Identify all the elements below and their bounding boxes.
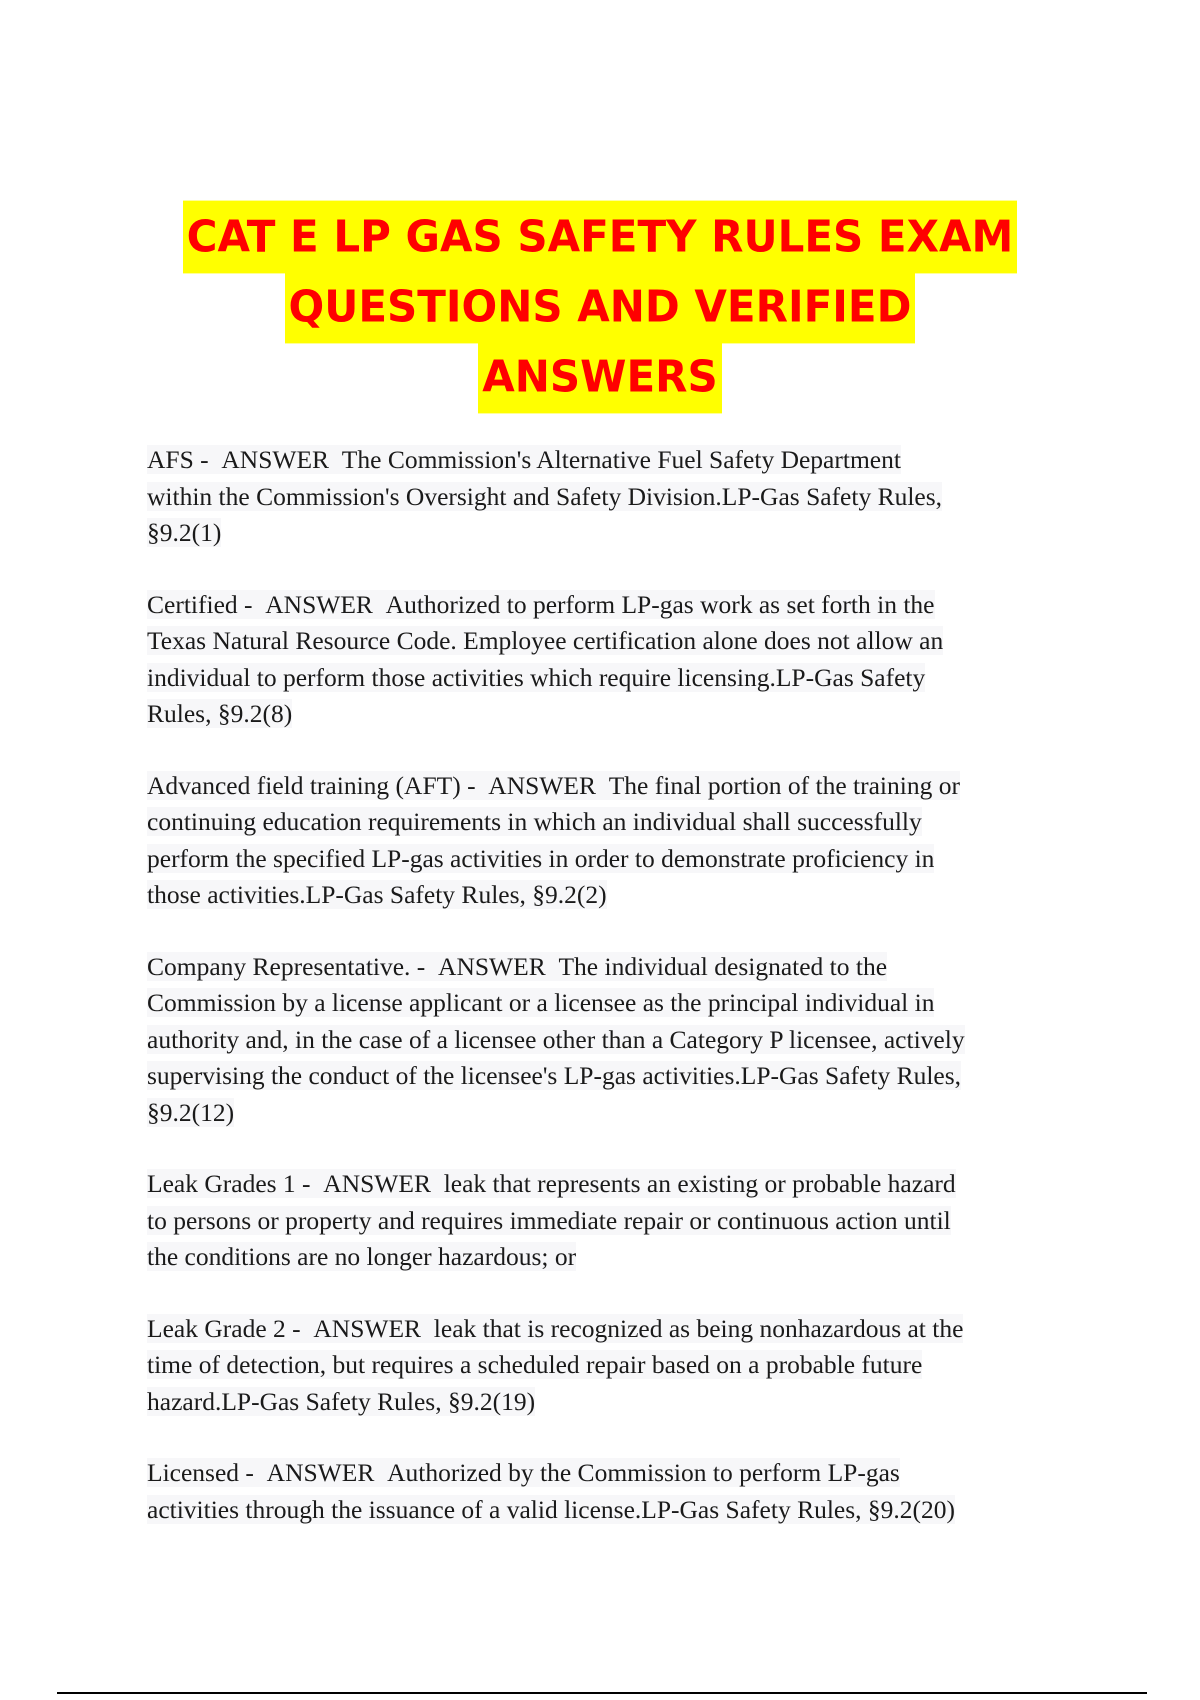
entry-line: [147, 985, 1067, 1022]
entry-line-text: Texas Natural Resource Code. Employee certification alone does not allow an: [147, 626, 944, 655]
title-line: [0, 272, 1200, 342]
entry-line-text: authority and, in the case of a licensee other than a Category P licensee, actively: [147, 1024, 965, 1054]
entry-line: [147, 696, 1067, 733]
footer-divider: [57, 1692, 1147, 1694]
entry-line: [147, 1058, 1067, 1095]
entry-line: [147, 1347, 1067, 1384]
entry-line: [147, 841, 1067, 878]
entry-line: [147, 1022, 1067, 1059]
entry-line-text: perform the specified LP-gas activities in order to demonstrate proficiency in: [147, 843, 935, 873]
entry-line: [147, 1166, 1067, 1203]
entry-line-text: Certified - ANSWER Authorized to perform LP-gas work as set forth in the: [147, 589, 935, 619]
title-line-text: QUESTIONS AND VERIFIED: [285, 271, 916, 344]
entry-line-text: individual to perform those activities which require licensing.LP-Gas Safety: [147, 662, 926, 692]
entry-line: [147, 1095, 1067, 1132]
qa-entry: [147, 768, 1067, 914]
entry-line-text: activities through the issuance of a valid license.LP-Gas Safety Rules, §9.2(20): [147, 1494, 956, 1524]
document-title: [0, 202, 1200, 412]
entry-line-text: §9.2(1): [147, 518, 222, 547]
entry-line: [147, 479, 1067, 516]
entry-line-text: AFS - ANSWER The Commission's Alternative Fuel Safety Department: [147, 445, 901, 474]
entry-line: [147, 877, 1067, 914]
title-line-text: CAT E LP GAS SAFETY RULES EXAM: [183, 201, 1018, 274]
entry-line-text: Leak Grades 1 - ANSWER leak that represents an existing or probable hazard: [147, 1169, 956, 1198]
entry-line-text: Company Representative. - ANSWER The individual designated to the: [147, 951, 888, 981]
entry-line: [147, 515, 1067, 552]
qa-entry: [147, 1166, 1067, 1276]
entry-line: [147, 1492, 1067, 1529]
qa-entries: [147, 442, 1067, 1563]
entry-line: [147, 949, 1067, 986]
entry-line: [147, 1311, 1067, 1348]
qa-entry: [147, 587, 1067, 733]
entry-line-text: Commission by a license applicant or a licensee as the principal individual in: [147, 988, 935, 1017]
title-line: [0, 202, 1200, 272]
entry-line-text: continuing education requirements in which an individual shall successfully: [147, 807, 922, 836]
title-line: [0, 342, 1200, 412]
entry-line: [147, 804, 1067, 841]
entry-line: [147, 623, 1067, 660]
qa-entry: [147, 949, 1067, 1132]
entry-line-text: Rules, §9.2(8): [147, 699, 293, 728]
entry-line-text: supervising the conduct of the licensee's LP-gas activities.LP-Gas Safety Rules,: [147, 1061, 962, 1090]
entry-line-text: time of detection, but requires a scheduled repair based on a probable future: [147, 1350, 923, 1379]
entry-line-text: those activities.LP-Gas Safety Rules, §9.2(2): [147, 880, 607, 909]
qa-entry: [147, 1311, 1067, 1421]
entry-line: [147, 587, 1067, 624]
entry-line: [147, 1455, 1067, 1492]
entry-line-text: Leak Grade 2 - ANSWER leak that is recognized as being nonhazardous at the: [147, 1313, 964, 1343]
entry-line-text: the conditions are no longer hazardous; or: [147, 1242, 577, 1271]
title-line-text: ANSWERS: [478, 341, 722, 414]
entry-line: [147, 1384, 1067, 1421]
entry-line: [147, 442, 1067, 479]
qa-entry: [147, 442, 1067, 552]
entry-line: [147, 768, 1067, 805]
entry-line-text: Advanced field training (AFT) - ANSWER The final portion of the training or: [147, 770, 960, 800]
entry-line: [147, 1203, 1067, 1240]
entry-line-text: hazard.LP-Gas Safety Rules, §9.2(19): [147, 1386, 536, 1416]
entry-line-text: Licensed - ANSWER Authorized by the Commission to perform LP-gas: [147, 1458, 900, 1487]
entry-line-text: §9.2(12): [147, 1097, 235, 1127]
entry-line: [147, 660, 1067, 697]
entry-line: [147, 1239, 1067, 1276]
qa-entry: [147, 1455, 1067, 1528]
entry-line-text: to persons or property and requires immediate repair or continuous action until: [147, 1205, 951, 1235]
entry-line-text: within the Commission's Oversight and Safety Division.LP-Gas Safety Rules,: [147, 481, 943, 511]
